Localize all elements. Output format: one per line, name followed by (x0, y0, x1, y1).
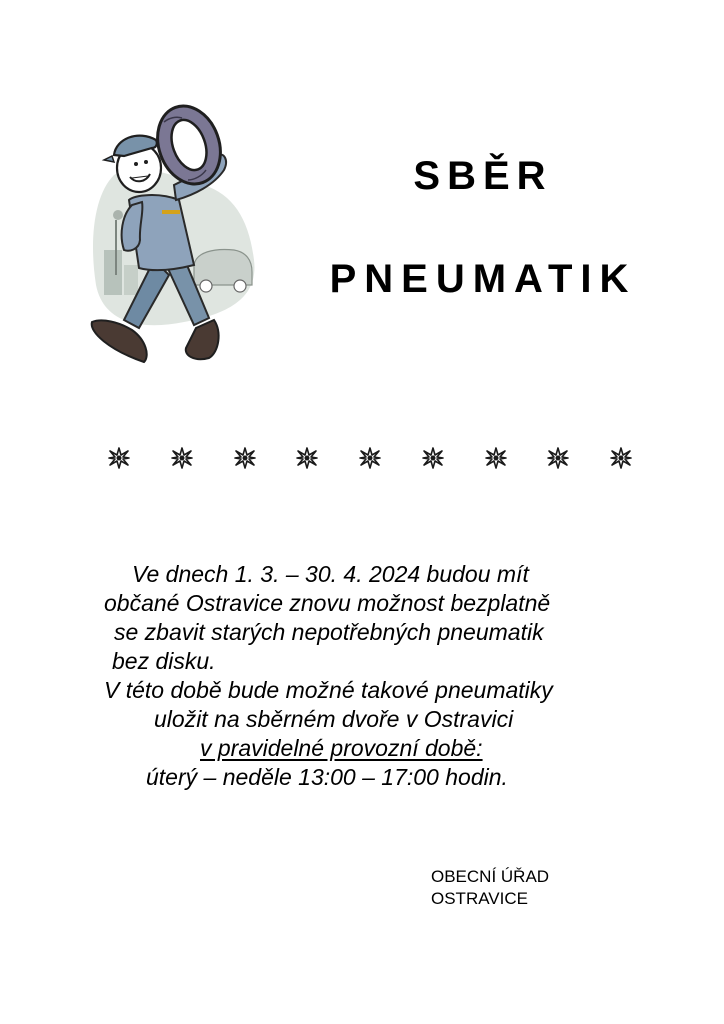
signature (431, 866, 549, 910)
opening-hours: úterý – neděle 13:00 – 17:00 hodin. (146, 764, 508, 790)
announcement-line: bez disku. (112, 648, 216, 674)
signature-line-2: OSTRAVICE (431, 889, 528, 908)
star-icon (296, 447, 318, 469)
signature-line-1: OBECNÍ ÚŘAD (431, 867, 550, 886)
announcement-line-underlined (90, 734, 650, 763)
announcement-line: se zbavit starých nepotřebných pneumatik (114, 619, 544, 645)
star-icon (485, 447, 507, 469)
star-icon (610, 447, 632, 469)
announcement-line: V této době bude možné takové pneumatiky (104, 677, 553, 703)
man-carrying-tire-illustration (84, 100, 264, 375)
star-icon (171, 447, 193, 469)
title-line-2: PNEUMATIK (329, 257, 637, 301)
title-line-1: SBĚR (413, 154, 553, 198)
announcement-line: Ve dnech 1. 3. – 30. 4. 2024 budou mít (132, 561, 529, 587)
star-icon (547, 447, 569, 469)
star-divider (108, 446, 632, 470)
star-icon (359, 447, 381, 469)
star-icon (234, 447, 256, 469)
star-icon (422, 447, 444, 469)
opening-hours-heading: v pravidelné provozní době: (200, 735, 483, 761)
star-icon (108, 447, 130, 469)
announcement-line: občané Ostravice znovu možnost bezplatně (104, 590, 551, 616)
announcement-text (90, 560, 650, 792)
announcement-line: uložit na sběrném dvoře v Ostravici (154, 706, 514, 732)
